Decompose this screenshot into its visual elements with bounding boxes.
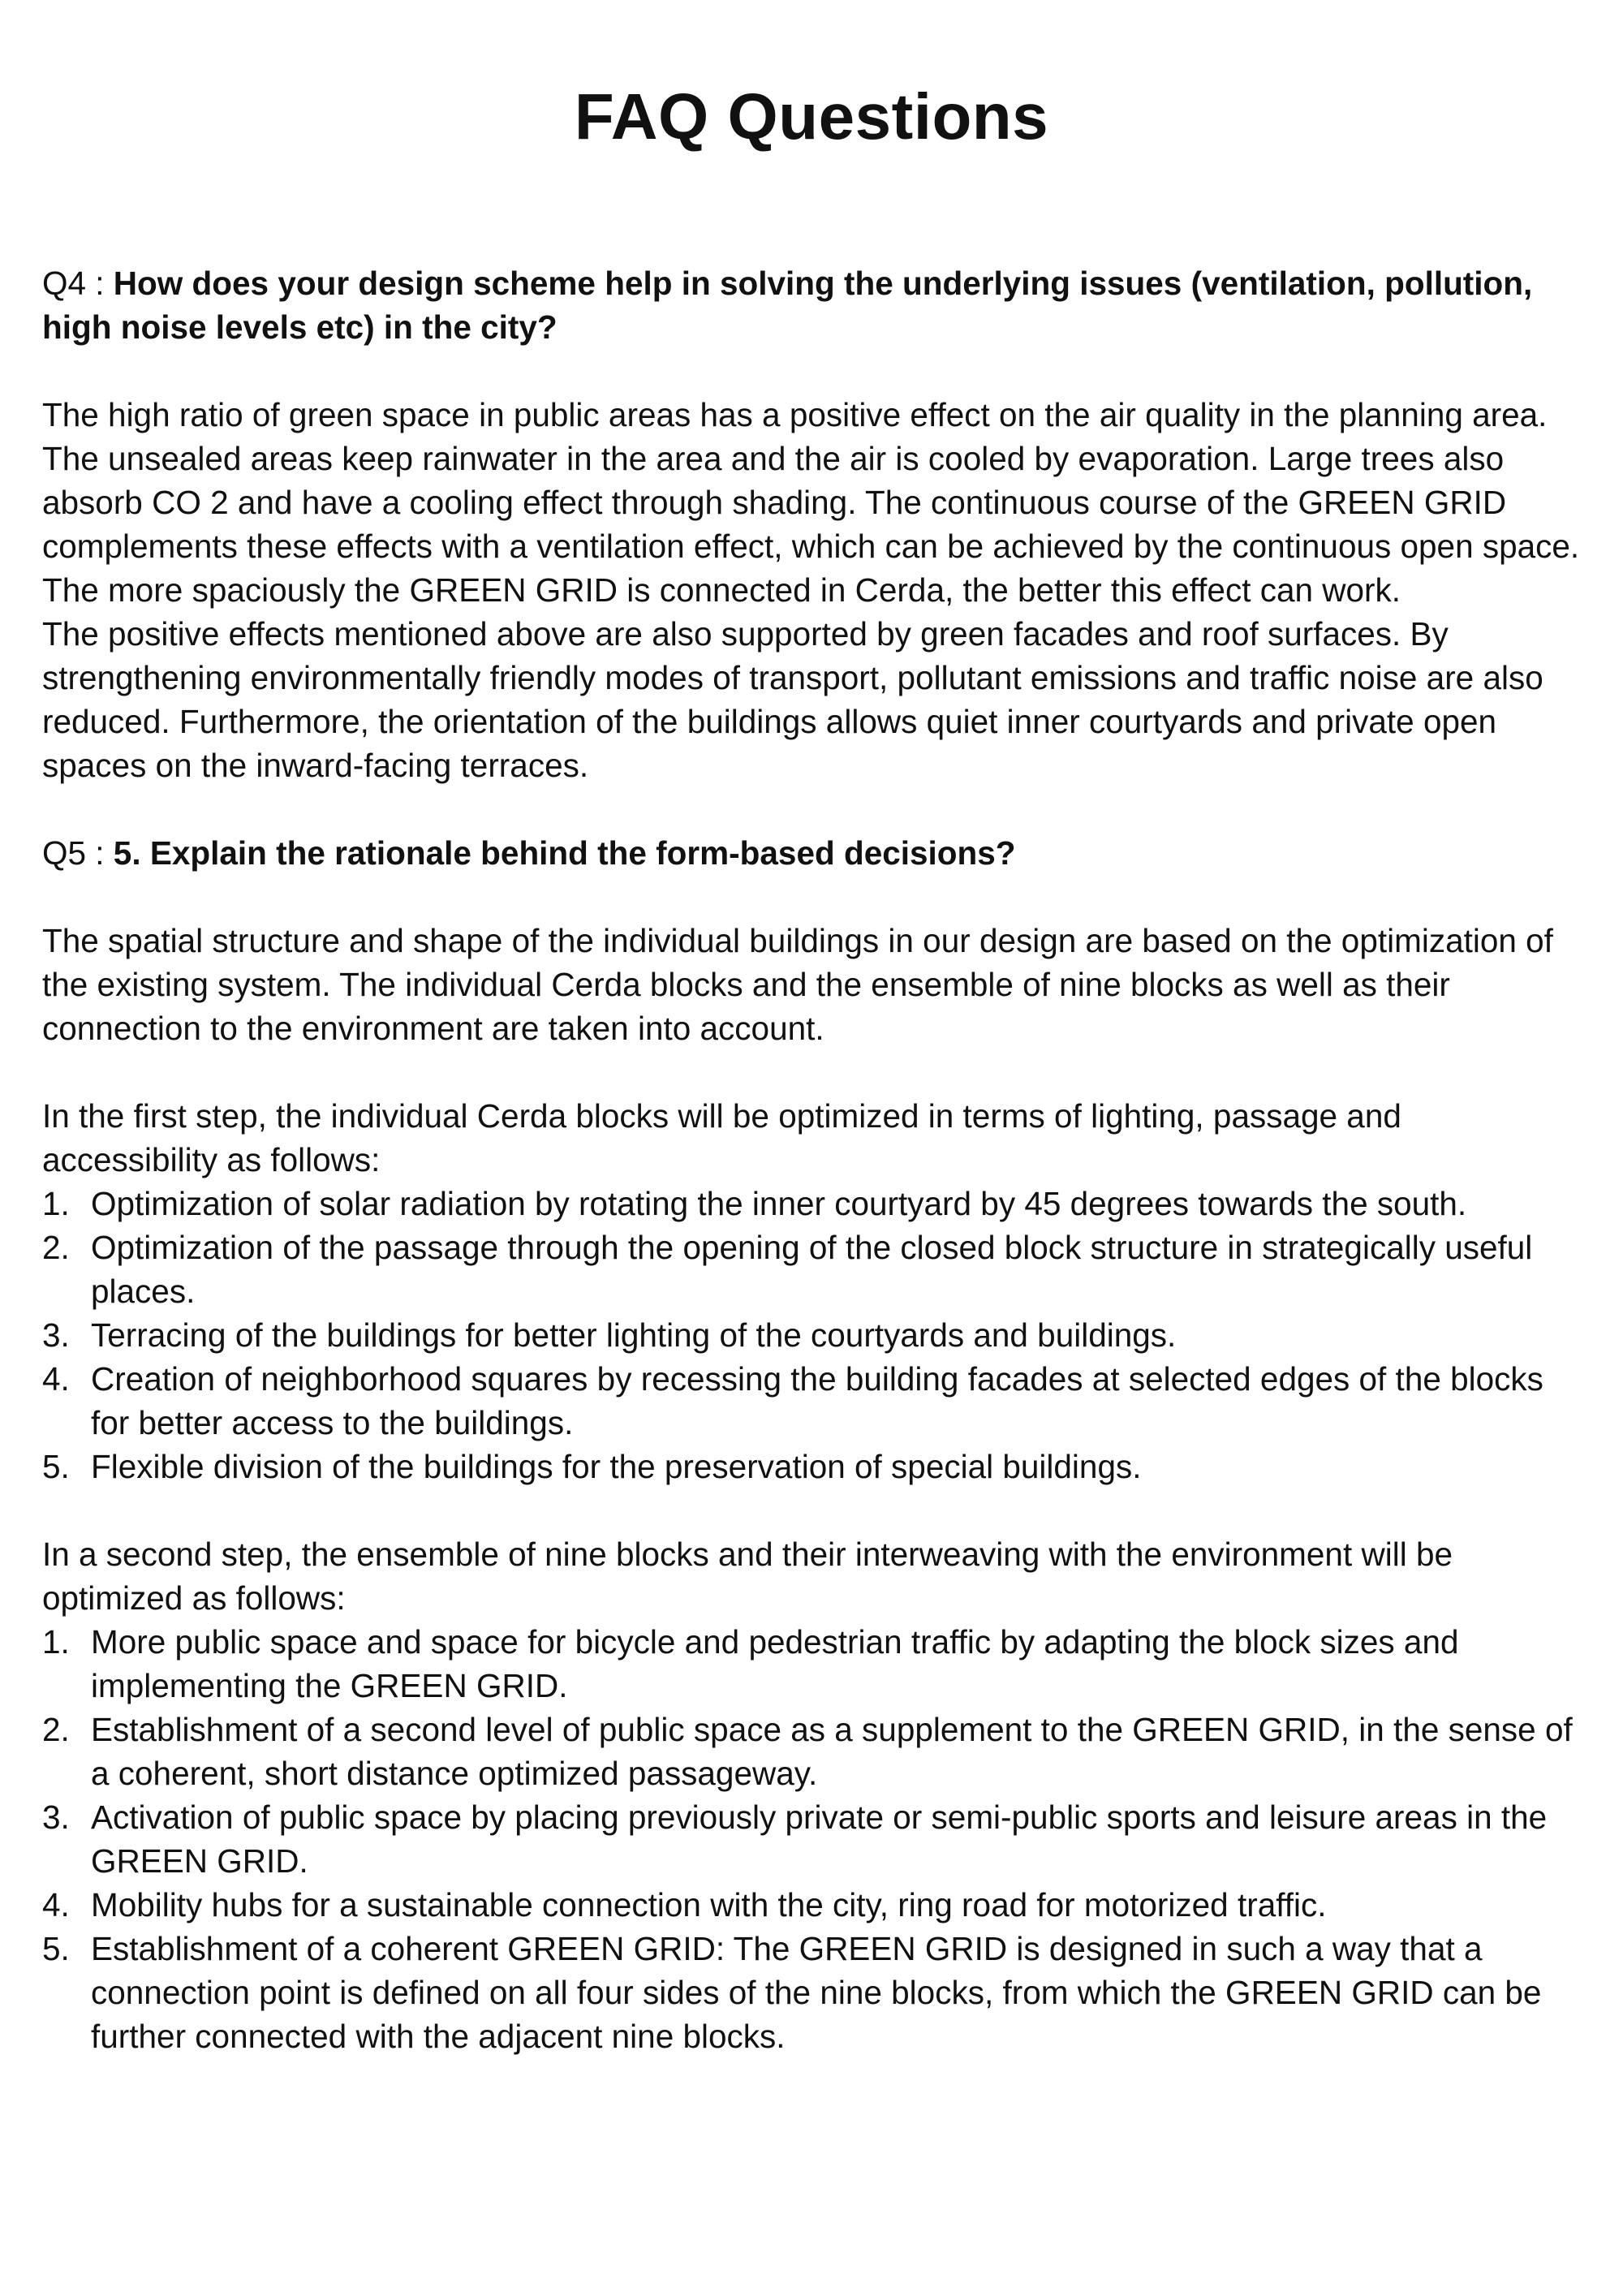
list-item xyxy=(42,1620,1584,1708)
step2-intro: In a second step, the ensemble of nine blocks and their interweaving with the environment will be optimized as follows: xyxy=(42,1536,1453,1617)
list-item-text: Activation of public space by placing previously private or semi-public sports and leisure areas in the GREEN GRID. xyxy=(91,1798,1548,1880)
list-number: 5. xyxy=(42,1930,70,1967)
list-item xyxy=(42,1313,1584,1357)
list-item xyxy=(42,1795,1584,1883)
list-item xyxy=(42,1708,1584,1795)
answer-paragraph: The positive effects mentioned above are also supported by green facades and roof surfaces. By strengthening environmentally friendly modes of transport, pollutant emissions and traffic noise are also reduced. Furthermore, the orientation of the buildings allows quiet inner courtyards and private open spaces on the inward-facing terraces. xyxy=(42,615,1543,784)
list-item-text: Flexible division of the buildings for the preservation of special buildings. xyxy=(91,1448,1142,1485)
list-item xyxy=(42,1226,1584,1313)
list-number: 4. xyxy=(42,1360,70,1398)
list-number: 1. xyxy=(42,1623,70,1661)
list-number: 5. xyxy=(42,1448,70,1485)
list-item-text: Mobility hubs for a sustainable connection with the city, ring road for motorized traffic. xyxy=(91,1886,1327,1923)
step1-intro: In the first step, the individual Cerda blocks will be optimized in terms of lighting, passage and accessibility as follows: xyxy=(42,1097,1401,1178)
answer-intro: The spatial structure and shape of the individual buildings in our design are based on the optimization of the existing system. The individual Cerda blocks and the ensemble of nine blocks as well as their connection to the environment are taken into account. xyxy=(42,922,1553,1047)
list-number: 3. xyxy=(42,1316,70,1354)
list-number: 2. xyxy=(42,1711,70,1748)
list-item xyxy=(42,1182,1584,1226)
step2-list xyxy=(42,1620,1584,2058)
list-item xyxy=(42,1445,1584,1488)
question-label: Q5 : xyxy=(42,834,114,872)
list-item xyxy=(42,1883,1584,1927)
list-item xyxy=(42,1927,1584,2058)
question-text: 5. Explain the rationale behind the form-based decisions? xyxy=(113,834,1016,872)
list-item-text: Establishment of a coherent GREEN GRID: The GREEN GRID is designed in such a way that a connection point is defined on all four sides of the nine blocks, from which the GREEN GRID can be further connected with the adjacent nine blocks. xyxy=(91,1930,1542,2055)
page-title: FAQ Questions xyxy=(574,80,1049,153)
faq-content xyxy=(42,261,1584,2058)
question-label: Q4 : xyxy=(42,265,114,302)
list-number: 4. xyxy=(42,1886,70,1923)
list-item xyxy=(42,1357,1584,1445)
question-text: How does your design scheme help in solving the underlying issues (ventilation, pollution, high noise levels etc) in the city? xyxy=(42,265,1533,346)
step1-list xyxy=(42,1182,1584,1488)
list-item-text: More public space and space for bicycle and pedestrian traffic by adapting the block sizes and implementing the GREEN GRID. xyxy=(91,1623,1459,1704)
list-item-text: Creation of neighborhood squares by recessing the building facades at selected edges of the blocks for better access to the buildings. xyxy=(91,1360,1543,1441)
list-item-text: Establishment of a second level of public space as a supplement to the GREEN GRID, in the sense of a coherent, short distance optimized passageway. xyxy=(91,1711,1573,1792)
list-number: 3. xyxy=(42,1798,70,1836)
list-item-text: Terracing of the buildings for better lighting of the courtyards and buildings. xyxy=(91,1316,1177,1354)
list-number: 2. xyxy=(42,1229,70,1266)
list-item-text: Optimization of the passage through the opening of the closed block structure in strategically useful places. xyxy=(91,1229,1533,1310)
list-item-text: Optimization of solar radiation by rotating the inner courtyard by 45 degrees towards the south. xyxy=(91,1185,1467,1222)
question-q5 xyxy=(42,831,1584,875)
list-number: 1. xyxy=(42,1185,70,1222)
question-q4 xyxy=(42,261,1584,349)
answer-paragraph: The high ratio of green space in public areas has a positive effect on the air quality in the planning area. The unsealed areas keep rainwater in the area and the air is cooled by evaporation. Large trees also absorb CO 2 and have a cooling effect through shading. The continuous course of the GREEN GRID complements these effects with a ventilation effect, which can be achieved by the continuous open space. The more spaciously the GREEN GRID is connected in Cerda, the better this effect can work. xyxy=(42,396,1580,609)
